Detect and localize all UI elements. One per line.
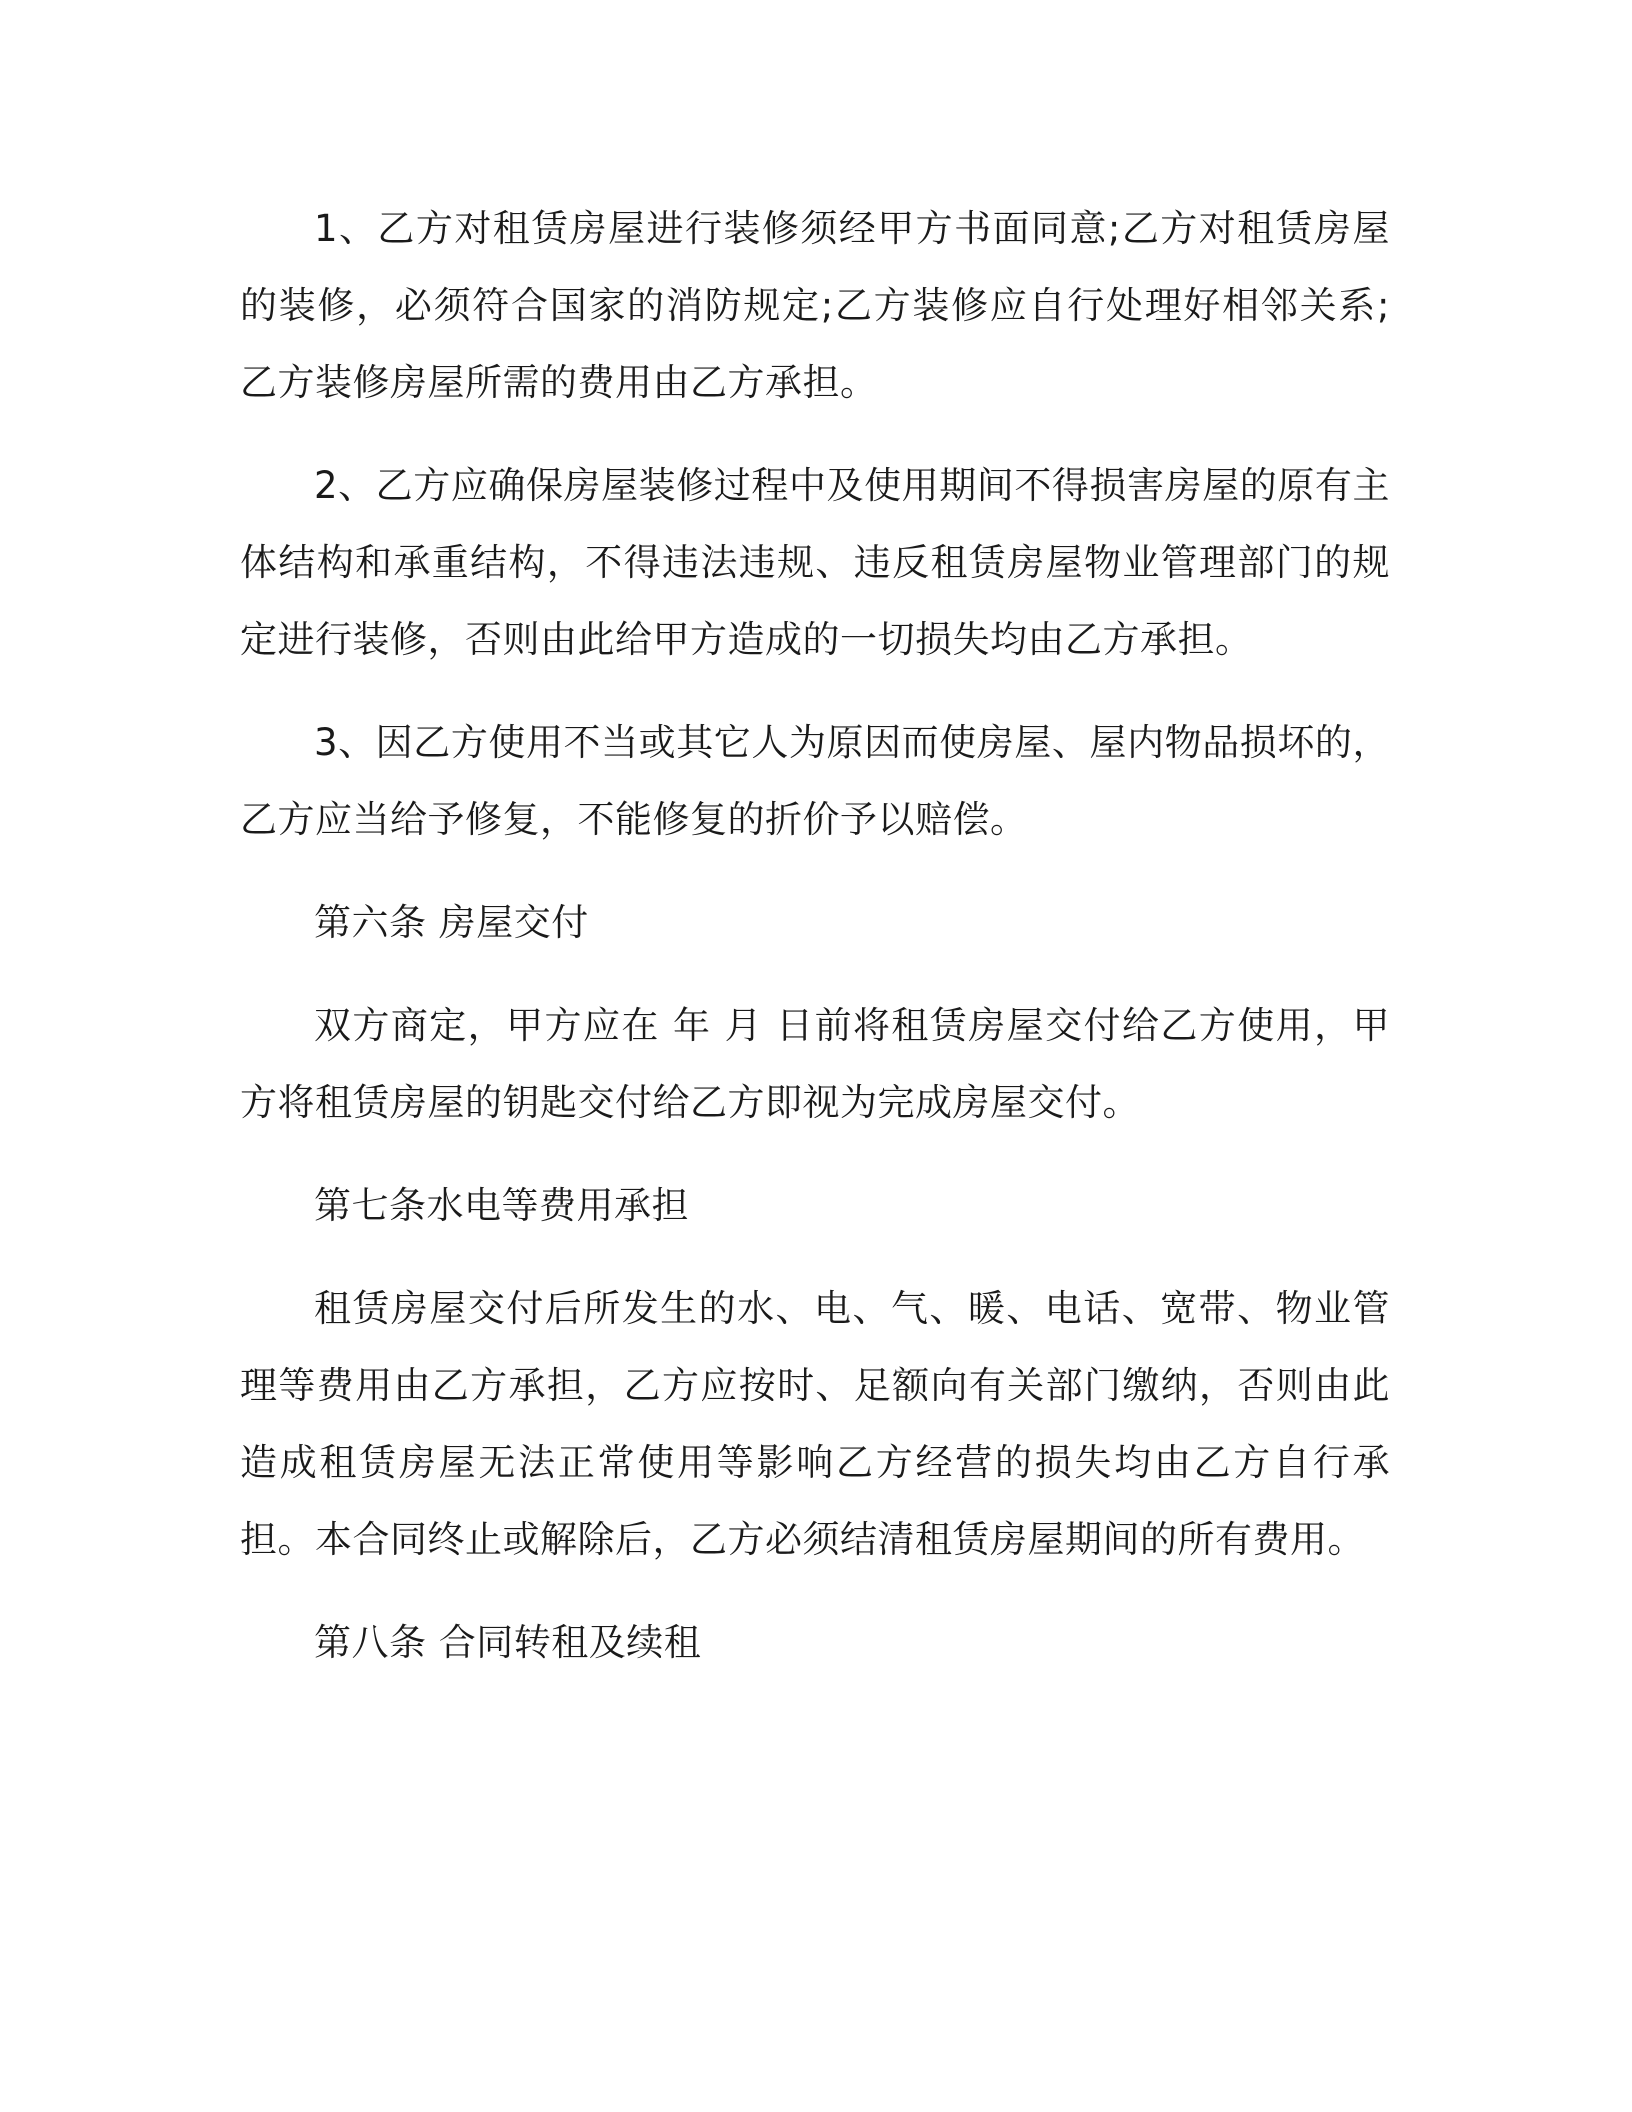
article-8-heading: 第八条 合同转租及续租 <box>314 1621 702 1664</box>
article-7-paragraph: 租赁房屋交付后所发生的水、电、气、暖、电话、宽带、物业管理等费用由乙方承担，乙方应按时、足额向有关部门缴纳，否则由此造成租赁房屋无法正常使用等影响乙方经营的损失均由乙方自行承担。本合同终止或解除后，乙方必须结清租赁房屋期间的所有费用。 <box>240 1287 1390 1561</box>
clause-paragraph-1: 1、乙方对租赁房屋进行装修须经甲方书面同意;乙方对租赁房屋的装修，必须符合国家的消防规定;乙方装修应自行处理好相邻关系;乙方装修房屋所需的费用由乙方承担。 <box>240 207 1390 404</box>
clause-paragraph-3: 3、因乙方使用不当或其它人为原因而使房屋、屋内物品损坏的，乙方应当给予修复，不能修复的折价予以赔偿。 <box>240 721 1390 841</box>
article-6-paragraph: 双方商定，甲方应在 年 月 日前将租赁房屋交付给乙方使用，甲方将租赁房屋的钥匙交付给乙方即视为完成房屋交付。 <box>240 1004 1390 1124</box>
document-page <box>240 190 1390 1707</box>
clause-paragraph-2: 2、乙方应确保房屋装修过程中及使用期间不得损害房屋的原有主体结构和承重结构，不得违法违规、违反租赁房屋物业管理部门的规定进行装修，否则由此给甲方造成的一切损失均由乙方承担。 <box>240 464 1390 661</box>
article-6-heading: 第六条 房屋交付 <box>314 901 589 944</box>
article-7-heading: 第七条水电等费用承担 <box>314 1184 689 1227</box>
